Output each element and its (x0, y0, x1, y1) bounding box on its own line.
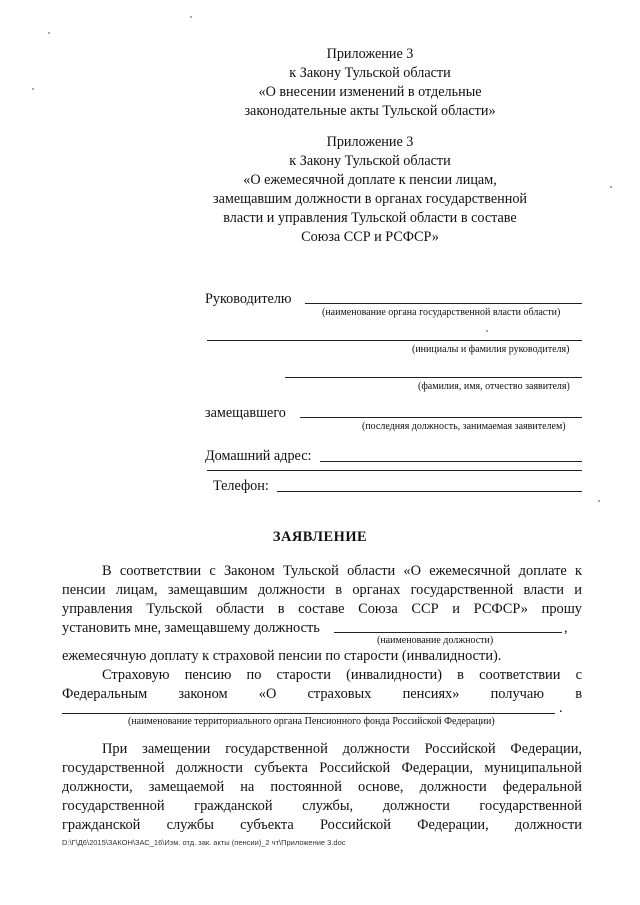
head-name-caption: (инициалы и фамилия руководителя) (412, 344, 570, 355)
text-line: управления Тульской области в составе Союза ССР и РСФСР» прошу (62, 601, 582, 617)
text-line: государственной должности субъекта Российской Федерации, муниципальной (62, 760, 582, 776)
address-field-line2[interactable] (207, 470, 582, 471)
text-line: должности, замещаемой на постоянной основе, должности федеральной (62, 779, 582, 795)
scan-speck (48, 32, 50, 34)
appendix-header-law (200, 133, 540, 247)
paragraph-positions (62, 740, 582, 835)
last-position-caption: (последняя должность, занимаемая заявителем) (362, 421, 566, 432)
file-path-footer: D:\Г\Д6\2015\ЗАКОН\ЗАС_16\Изм. отд. зак. акты (пенсии)_2 чт\Приложение 3.doc (62, 838, 346, 847)
header-line: Приложение 3 (326, 46, 414, 62)
header-line: Приложение 3 (326, 134, 414, 150)
header-line: власти и управления Тульской области в составе (223, 210, 517, 226)
pension-fund-caption: (наименование территориального органа Пенсионного фонда Российской Федерации) (128, 716, 495, 727)
text-line: государственной гражданской службы, должности государственной (62, 798, 582, 814)
header-line: Союза ССР и РСФСР» (301, 229, 439, 245)
address-label: Домашний адрес: (205, 448, 312, 464)
last-position-field[interactable] (300, 417, 582, 418)
paragraph-pension (62, 666, 582, 704)
text-line: установить мне, замещавшему должность (62, 620, 320, 636)
position-name-field[interactable] (334, 632, 562, 633)
scan-speck (598, 500, 600, 502)
phone-label: Телефон: (213, 478, 269, 494)
text-line: Страховую пенсию по старости (инвалидности) в соответствии с (102, 667, 582, 683)
line-end-period: . (559, 700, 563, 716)
document-title: ЗАЯВЛЕНИЕ (272, 529, 368, 545)
paragraph-request (62, 562, 582, 619)
pension-fund-field[interactable] (62, 713, 555, 714)
position-name-caption: (наименование должности) (377, 635, 494, 646)
header-line: «О внесении изменений в отдельные (258, 84, 482, 100)
to-label: Руководителю (205, 291, 292, 307)
scan-speck (32, 88, 34, 90)
position-label: замещавшего (205, 405, 286, 421)
appendix-header-amendment (200, 45, 540, 121)
header-line: «О ежемесячной доплате к пенсии лицам, (243, 172, 497, 188)
header-line: к Закону Тульской области (289, 65, 451, 81)
header-line: законодательные акты Тульской области» (244, 103, 496, 119)
scan-speck (610, 186, 612, 188)
phone-field[interactable] (277, 491, 582, 492)
header-line: к Закону Тульской области (289, 153, 451, 169)
authority-name-field[interactable] (305, 303, 582, 304)
text-line: гражданской службы субъекта Российской Федерации, должности (62, 817, 582, 833)
text-line: При замещении государственной должности Российской Федерации, (102, 741, 582, 757)
text-line: пенсии лицам, замещавшим должности в органах государственной власти и (62, 582, 582, 598)
line-end-comma: , (564, 620, 568, 636)
applicant-name-caption: (фамилия, имя, отчество заявителя) (418, 381, 570, 392)
text-line: В соответствии с Законом Тульской области «О ежемесячной доплате к (102, 563, 582, 579)
text-line: ежемесячную доплату к страховой пенсии по старости (инвалидности). (62, 648, 502, 664)
text-line: Федеральным законом «О страховых пенсиях» получаю в (62, 686, 582, 702)
applicant-name-field[interactable] (285, 377, 582, 378)
scan-speck (486, 330, 488, 332)
authority-name-caption: (наименование органа государственной власти области) (322, 307, 561, 318)
address-field[interactable] (320, 461, 582, 462)
header-line: замещавшим должности в органах государственной (212, 191, 527, 207)
head-name-field[interactable] (207, 340, 582, 341)
scan-speck (190, 16, 192, 18)
